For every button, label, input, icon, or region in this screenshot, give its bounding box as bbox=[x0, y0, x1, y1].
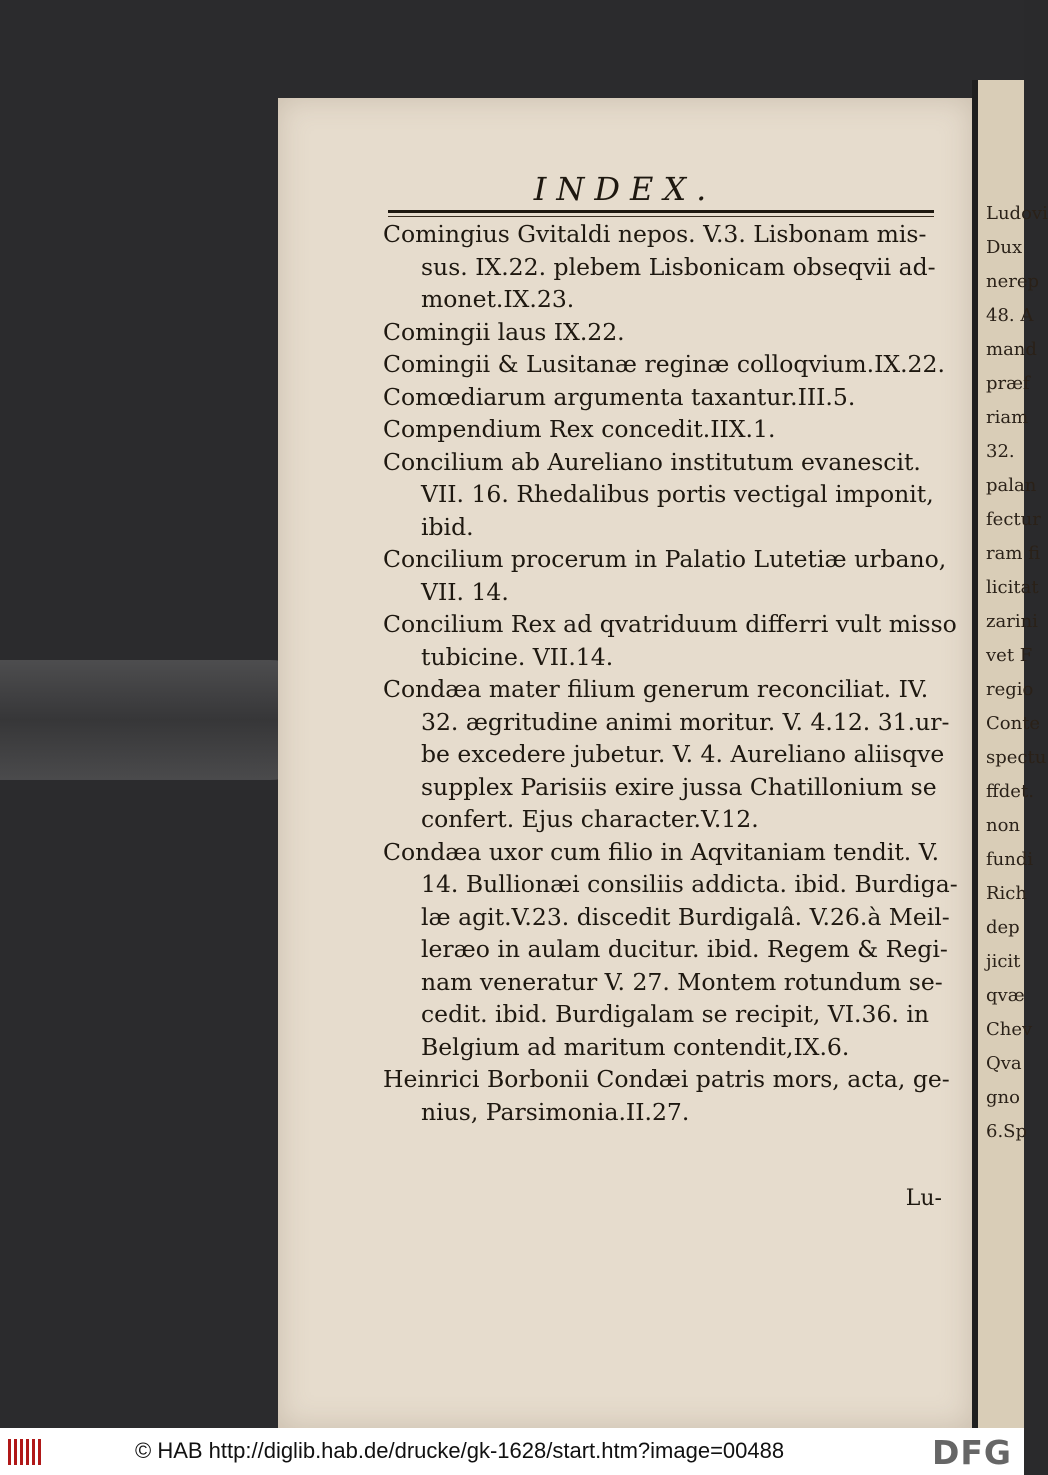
facing-page-word: fundi bbox=[986, 849, 1034, 870]
facing-page-word: jicit bbox=[986, 951, 1021, 972]
facing-page-word: riam bbox=[986, 407, 1029, 428]
facing-page-fragments bbox=[986, 203, 1048, 1157]
facing-page-word: fectur bbox=[986, 509, 1041, 530]
index-entry bbox=[383, 543, 948, 608]
header-rule bbox=[388, 210, 934, 213]
facing-page-word: spectu bbox=[986, 747, 1047, 768]
entry-line: Concilium Rex ad qvatriduum differri vult misso bbox=[383, 610, 957, 638]
facing-page-word: 6.Sp bbox=[986, 1121, 1028, 1142]
entry-line: confert. Ejus character.V.12. bbox=[421, 805, 759, 833]
index-entry bbox=[383, 413, 948, 446]
entry-line: ibid. bbox=[421, 512, 474, 541]
entry-line: Condæa uxor cum filio in Aqvitaniam tendit. V. bbox=[383, 837, 940, 866]
entry-line: tubicine. VII.14. bbox=[421, 642, 614, 671]
facing-page-word: gno bbox=[986, 1087, 1020, 1108]
index-entry bbox=[383, 316, 948, 349]
facing-page-word: Chev bbox=[986, 1019, 1033, 1040]
entry-line: Concilium ab Aureliano institutum evanescit. bbox=[383, 447, 921, 476]
index-entries bbox=[383, 218, 958, 1128]
index-entry bbox=[383, 673, 948, 836]
facing-page-word: qvæ bbox=[986, 985, 1025, 1006]
entry-line: 32. ægritudine animi moritur. V. 4.12. 31.ur- bbox=[421, 707, 950, 736]
facing-page-edge bbox=[972, 80, 1048, 1428]
header-rule-thin bbox=[388, 216, 934, 217]
index-entry bbox=[383, 1063, 948, 1128]
facing-page-word: præf bbox=[986, 373, 1030, 394]
index-entry bbox=[383, 381, 948, 414]
entry-line: VII. 16. Rhedalibus portis vectigal imponit, bbox=[421, 480, 934, 508]
index-entry bbox=[383, 836, 958, 1064]
entry-line: leræo in aulam ducitur. ibid. Regem & Regi- bbox=[421, 935, 948, 963]
page-header: INDEX. bbox=[533, 170, 717, 208]
entry-line: Condæa mater filium generum reconciliat. IV. bbox=[383, 675, 929, 703]
catchword: Lu- bbox=[905, 1186, 942, 1211]
entry-line: Comœdiarum argumenta taxantur.III.5. bbox=[383, 382, 856, 411]
facing-page-word: non bbox=[986, 815, 1021, 836]
footer-citation-link[interactable]: © HAB http://diglib.hab.de/drucke/gk-1628/start.htm?image=00488 bbox=[135, 1438, 785, 1463]
gutter-shadow bbox=[972, 80, 978, 1428]
facing-page-word: Dux bbox=[986, 237, 1023, 258]
facing-page-word: mand bbox=[986, 339, 1037, 360]
entry-line: Compendium Rex concedit.IIX.1. bbox=[383, 415, 776, 443]
facing-page-word: palan bbox=[986, 475, 1037, 496]
entry-line: sus. IX.22. plebem Lisbonicam obseqvii ad- bbox=[421, 252, 936, 281]
entry-line: Belgium ad maritum contendit,IX.6. bbox=[421, 1032, 850, 1061]
facing-page-word: dep bbox=[986, 917, 1020, 938]
facing-page-word: Qva bbox=[986, 1053, 1022, 1074]
index-entry bbox=[383, 446, 948, 544]
facing-page-word: licitat bbox=[986, 577, 1039, 598]
entry-line: 14. Bullionæi consiliis addicta. ibid. Burdiga- bbox=[421, 870, 958, 898]
entry-line: Concilium procerum in Palatio Lutetiæ urbano, bbox=[383, 545, 947, 573]
index-entry bbox=[383, 348, 948, 381]
facing-page-word: Rich bbox=[986, 883, 1027, 904]
entry-line: cedit. ibid. Burdigalam se recipit, VI.36. in bbox=[421, 1000, 930, 1028]
entry-line: Heinrici Borbonii Condæi patris mors, acta, ge- bbox=[383, 1065, 950, 1093]
entry-line: nam veneratur V. 27. Montem rotundum se- bbox=[421, 967, 943, 996]
facing-page-word: vet F bbox=[986, 645, 1033, 666]
facing-page-word: regio bbox=[986, 679, 1034, 700]
book-page bbox=[278, 98, 972, 1428]
entry-line: Comingii laus IX.22. bbox=[383, 317, 625, 346]
index-entry bbox=[383, 608, 957, 673]
entry-line: monet.IX.23. bbox=[421, 285, 575, 313]
entry-line: VII. 14. bbox=[421, 577, 509, 606]
facing-page-word: 32. bbox=[986, 441, 1015, 462]
entry-line: nius, Parsimonia.II.27. bbox=[421, 1097, 690, 1126]
facing-page-word: 48. A bbox=[986, 305, 1034, 326]
entry-line: be excedere jubetur. V. 4. Aureliano aliisqve bbox=[421, 740, 945, 768]
entry-line: supplex Parisiis exire jussa Chatillonium se bbox=[421, 772, 937, 801]
facing-page-word: ffdet. bbox=[986, 781, 1034, 802]
barcode-icon bbox=[8, 1439, 44, 1465]
facing-page-word: Ludovi bbox=[986, 203, 1048, 224]
index-entry bbox=[383, 218, 948, 316]
facing-page-word: nerep bbox=[986, 271, 1040, 292]
entry-line: Comingii & Lusitanæ reginæ colloqvium.IX.22. bbox=[383, 350, 945, 378]
facing-page-word: ram fi bbox=[986, 543, 1041, 564]
facing-page-word: zarini bbox=[986, 611, 1038, 632]
facing-page-word: Conte bbox=[986, 713, 1041, 734]
entry-line: Comingius Gvitaldi nepos. V.3. Lisbonam mis- bbox=[383, 220, 927, 248]
viewer-footer bbox=[0, 1428, 1024, 1475]
dfg-logo: DFG bbox=[931, 1433, 1012, 1472]
entry-line: læ agit.V.23. discedit Burdigalâ. V.26.à Meil- bbox=[421, 902, 950, 931]
